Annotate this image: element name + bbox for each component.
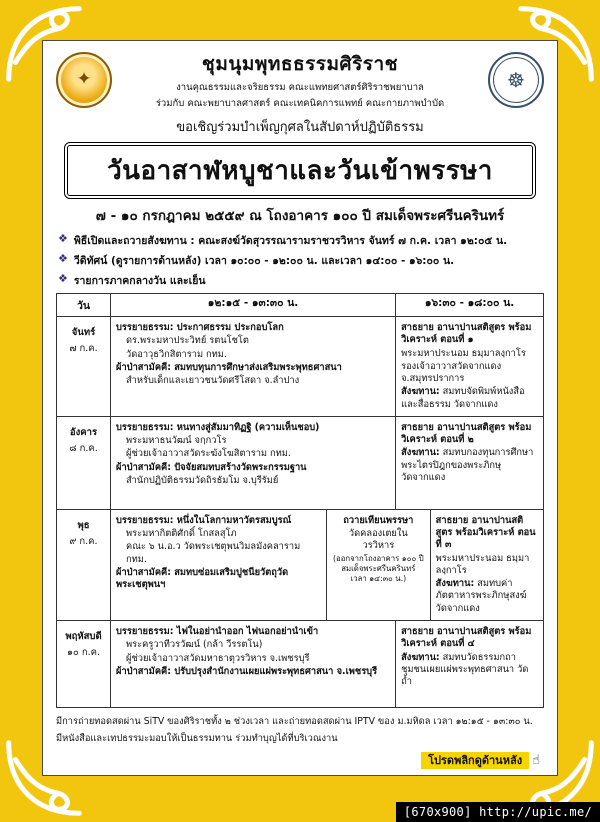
text-line: พระมหากิตติศักดิ์ โกสลสุโภ xyxy=(126,528,237,540)
pointing-hand-icon: ☝ xyxy=(532,752,540,768)
text-line: วัดอาวุธวิกสิตาราม กทม. xyxy=(126,348,227,360)
text-line: สังฆทาน: สมทบวัดธรรมกถาชุมชนเผยแผ่พระพุทธศาสนา วัดถ้ำ xyxy=(401,651,529,688)
event-title-box xyxy=(64,142,536,199)
text-line: สำนักปฏิบัติธรรมวัดถิรธัมโม จ.บุรีรัมย์ xyxy=(126,474,279,486)
schedule-table xyxy=(56,293,544,708)
day-cell xyxy=(57,510,111,620)
day-date: ๗ ก.ค. xyxy=(69,343,98,354)
day-date: ๙ ก.ค. xyxy=(69,535,98,547)
bullet-text: วีดิทัศน์ (ดูรายการด้านหลัง) เวลา ๑๐:๐๐ - ๑๒:๐๐ น. และเวลา ๑๔:๐๐ - ๑๖:๐๐ น. xyxy=(73,255,455,267)
mahidol-emblem-logo xyxy=(56,52,112,108)
schedule-row xyxy=(57,509,543,620)
day-date: ๑๐ ก.ค. xyxy=(67,646,100,658)
organizer-line: งานคุณธรรมและจริยธรรม คณะแพทยศาสตร์ศิริราชพยาบาล xyxy=(176,82,424,93)
text-line: รองเจ้าอาวาสวัดจากแดง จ.สมุทรปราการ xyxy=(401,360,502,385)
day-column-header: วัน xyxy=(57,294,111,316)
text-line: บรรยายธรรม: หนึ่งในโลกามหาวัตรสมบูรณ์ xyxy=(116,514,292,526)
dharma-wheel-icon: ☸ xyxy=(507,68,525,92)
evening-column-header: ๑๖:๓๐ - ๑๘:๐๐ น. xyxy=(424,297,515,309)
footer xyxy=(56,714,544,769)
text-line: ผ้าป่าสามัคคี: ปัจจัยสมทบสร้างวัดพระกรรมฐาน xyxy=(116,461,307,473)
text-line: พระมหาธนวัฒน์ จกฺกวโร xyxy=(126,435,227,447)
schedule-cell xyxy=(396,317,543,416)
day-cell xyxy=(57,417,111,509)
flip-note xyxy=(56,751,544,769)
schedule-cell xyxy=(431,510,543,620)
text-line: ผู้ช่วยเจ้าอาวาสวัดมหาธาตุวรวิหาร จ.เพชรบุรี xyxy=(126,652,310,664)
text-line: คณะ ๖ น.อ.ว วัดพระเชตุพนวิมลมังคลาราม กทม. xyxy=(126,541,301,565)
header-text xyxy=(120,49,480,111)
schedule-row xyxy=(57,416,543,509)
header xyxy=(56,49,544,111)
bullet-item xyxy=(58,252,544,269)
schedule-cell xyxy=(396,621,543,707)
bullet-item xyxy=(58,272,544,289)
day-name: อังคาร xyxy=(69,426,98,438)
text-line: สาธยาย อานาปานสติสูตร พร้อมวิเคราะห์ ตอนที่ ๓ xyxy=(435,514,536,551)
schedule-header-row xyxy=(57,294,543,316)
text-line: ดร.พระมหาประวิทย์ รตนโชโต xyxy=(126,335,249,347)
club-seal-logo xyxy=(488,52,544,108)
text-line: บรรยายธรรม: หนทางสู่สัมมาทิฏฐิ (ความเห็นชอบ) xyxy=(116,421,320,433)
co-organizer-line: ร่วมกับ คณะพยาบาลศาสตร์ คณะเทคนิคการแพทย์ คณะกายภาพบำบัด xyxy=(155,98,445,109)
text-line: พระครูวาทีวรวัฒน์ (กล้า วีรรตโน) xyxy=(126,639,263,651)
broadcast-note: มีการถ่ายทอดสดผ่าน SiTV ของศิริราชทั้ง ๒ ช่วงเวลา และถ่ายทอดสดผ่าน IPTV ของ ม.มหิดล เวลา ๑๒:๑๕ - ๑๓:๓๐ น. xyxy=(56,715,533,727)
schedule-row xyxy=(57,620,543,707)
bullet-list xyxy=(58,232,544,289)
day-name: พฤหัสบดี xyxy=(65,630,102,642)
text-line: พระมหาประนอม ธมฺมาลงฺกาโร xyxy=(435,552,530,576)
text-line: บรรยายธรรม: ไฟในอย่านำออก ไฟนอกอย่านำเข้า xyxy=(116,625,319,637)
text-line: ผ้าป่าสามัคคี: ปรับปรุงสำนักงานเผยแผ่พระพุทธศาสนา จ.เพชรบุรี xyxy=(116,665,378,677)
invitation-line: ขอเชิญร่วมบำเพ็ญกุศลในสัปดาห์ปฏิบัติธรรม xyxy=(176,120,424,135)
text-line: สังฆทาน: สมทบค่าภัตตาหารพระภิกษุสงฆ์วัดจากแดง xyxy=(435,578,527,614)
bullet-item xyxy=(58,232,544,249)
text-line: สังฆทาน: สมทบกองทุนการศึกษาพระไตรปิฎกของพระภิกษุ วัดจากแดง xyxy=(401,447,534,483)
day-name: พุธ xyxy=(77,519,90,531)
text-line: ผ้าป่าสามัคคี: สมทบซ่อมเสริมปูชนียวัตถุวัดพระเชตุพนฯ xyxy=(116,566,289,591)
schedule-cell xyxy=(111,621,396,707)
day-name: จันทร์ xyxy=(71,327,96,338)
text-line: ผู้ช่วยเจ้าอาวาสวัดระฆังโฆสิตาราม กทม. xyxy=(126,448,291,460)
day-cell xyxy=(57,317,111,416)
schedule-cell xyxy=(396,417,543,509)
bullet-text: รายการภาคกลางวัน และเย็น xyxy=(73,275,206,287)
text-line: สำหรับเด็กและเยาวชนวัดศรีโสดา จ.ลำปาง xyxy=(126,375,300,387)
watermark-label: [670x900] http://upic.me/ xyxy=(396,802,600,822)
schedule-cell xyxy=(111,510,327,620)
text-line: ผ้าป่าสามัคคี: สมทบทุนการศึกษาส่งเสริมพระพุทธศาสนา xyxy=(116,361,342,373)
text-line: (ออกจากโถงอาคาร ๑๐๐ ปี สมเด็จพระศรีนครินทร์ เวลา ๑๔:๓๐ น.) xyxy=(332,553,424,584)
event-date-venue: ๗ - ๑๐ กรกฎาคม ๒๕๕๙ ณ โถงอาคาร ๑๐๐ ปี สมเด็จพระศรีนครินทร์ xyxy=(95,208,505,224)
diamond-bullet-icon: ❖ xyxy=(58,232,68,245)
bullet-text: พิธีเปิดและถวายสังฆทาน : คณะสงฆ์วัดสุวรรณารามราชวรวิหาร จันทร์ ๗ ก.ค. เวลา ๑๒:๐๕ น. xyxy=(73,235,508,247)
text-line: ถวายเทียนพรรษา xyxy=(343,514,414,526)
flip-note-highlight: โปรดพลิกดูด้านหลัง xyxy=(421,752,529,769)
text-line: สาธยาย อานาปานสติสูตร พร้อมวิเคราะห์ ตอนที่ ๒ xyxy=(401,421,532,446)
text-line: วัดคลองเตยใน วรวิหาร xyxy=(348,528,408,552)
poster-panel xyxy=(42,40,558,776)
schedule-row xyxy=(57,316,543,416)
text-line: พระมหาประนอม ธมฺมาลงฺกาโร xyxy=(401,347,526,359)
day-cell xyxy=(57,621,111,707)
schedule-cell xyxy=(111,317,396,416)
event-title: วันอาสาฬหบูชาและวันเข้าพรรษา xyxy=(107,156,493,186)
club-title: ชุมนุมพุทธธรรมศิริราช xyxy=(201,53,399,75)
noon-column-header: ๑๒:๑๕ - ๑๓:๓๐ น. xyxy=(111,294,396,316)
day-date: ๘ ก.ค. xyxy=(69,442,98,454)
diamond-bullet-icon: ❖ xyxy=(58,272,68,285)
schedule-cell xyxy=(327,510,431,620)
text-line: บรรยายธรรม: ประกาศธรรม ประกอบโลก xyxy=(116,322,284,333)
text-line: สาธยาย อานาปานสติสูตร พร้อมวิเคราะห์ ตอนที่ ๑ xyxy=(401,322,532,346)
text-line: สังฆทาน: สมทบจัดพิมพ์หนังสือและสื่อธรรม วัดจากแดง xyxy=(401,386,525,410)
schedule-cell xyxy=(111,417,396,509)
donation-note: มีหนังสือและเทปธรรมะมอบให้เป็นธรรมทาน ร่วมทำบุญได้ที่บริเวณงาน xyxy=(56,732,338,744)
diamond-bullet-icon: ❖ xyxy=(58,252,68,265)
text-line: สาธยาย อานาปานสติสูตร พร้อมวิเคราะห์ ตอนที่ ๔ xyxy=(401,625,532,650)
